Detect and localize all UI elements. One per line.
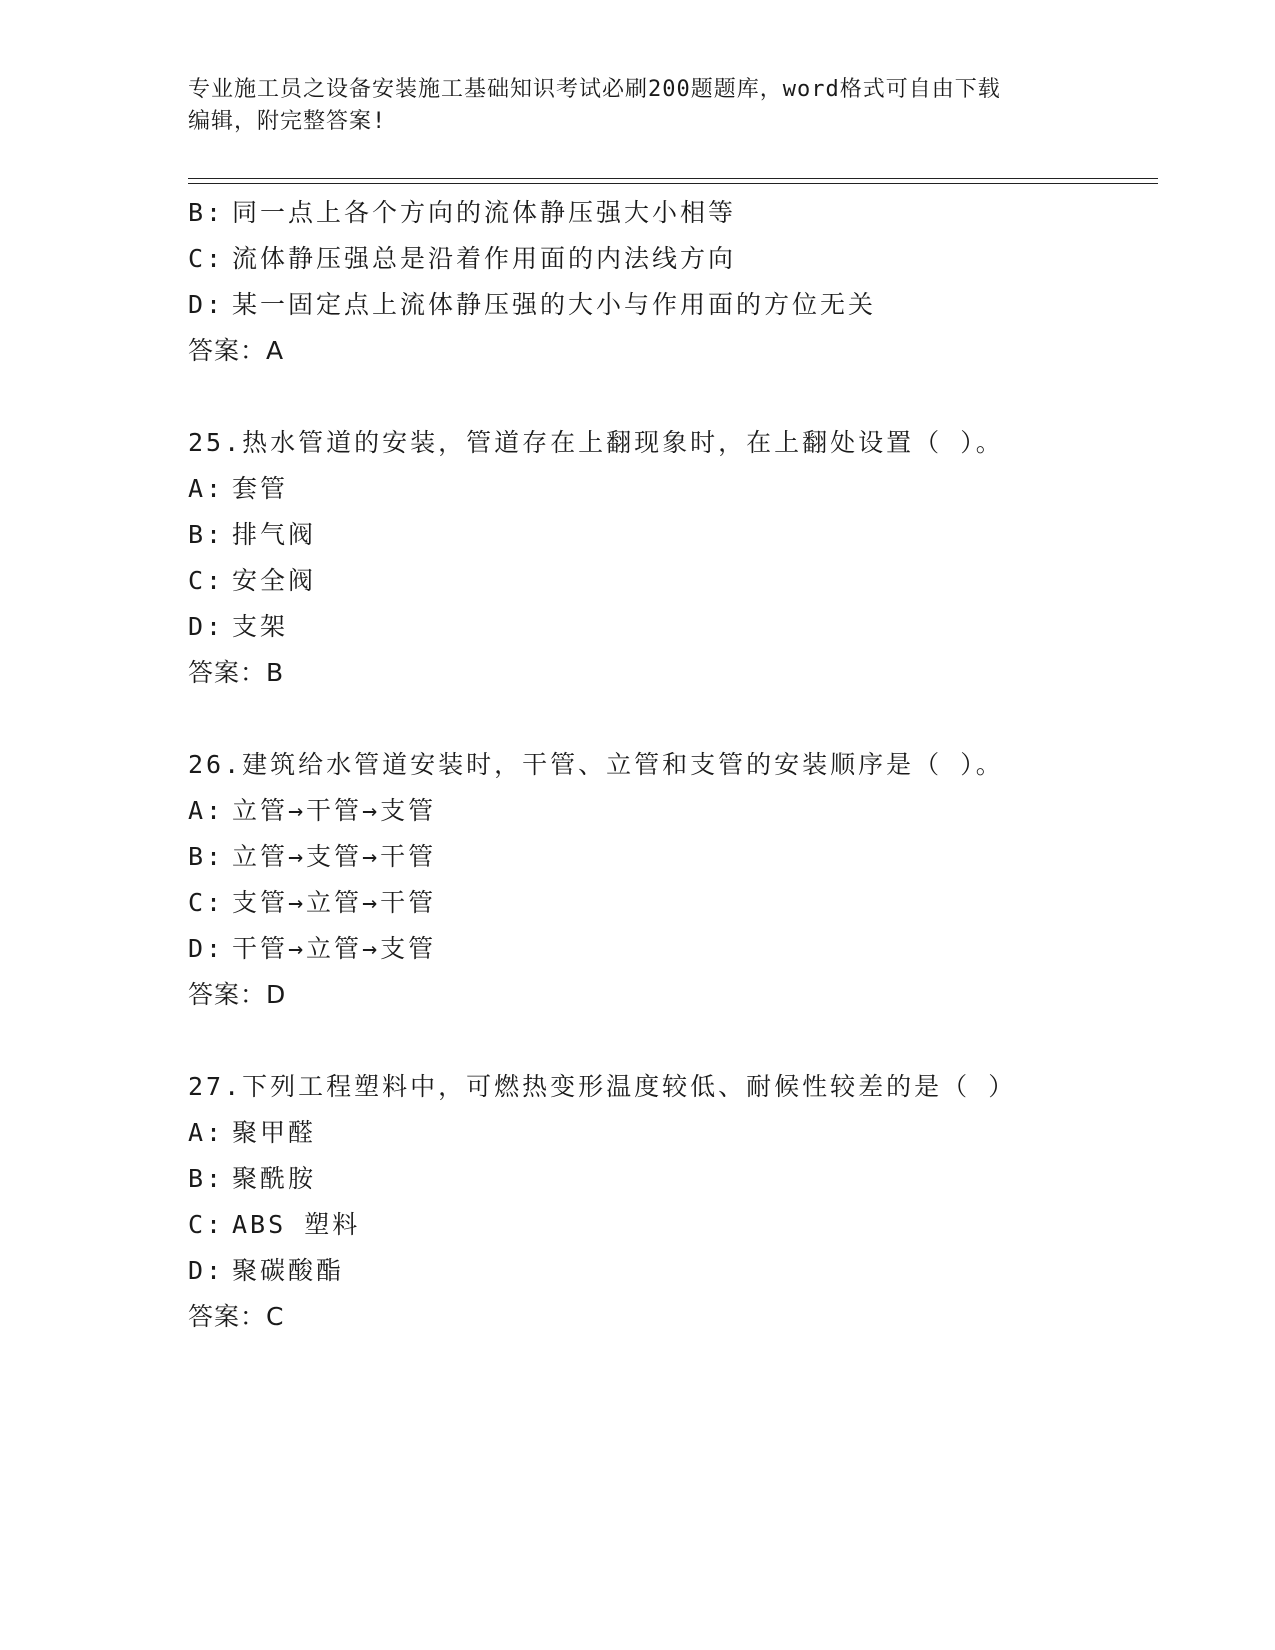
option-d [188, 926, 1148, 972]
option-label: A: [188, 796, 225, 825]
option-text: 某一固定点上流体静压强的大小与作用面的方位无关 [232, 290, 877, 319]
question-block-prev [188, 190, 1148, 374]
answer-line: 答案：A [188, 336, 285, 365]
option-text: 支架 [232, 612, 289, 641]
spacer [188, 374, 1148, 420]
option-text: 排气阀 [232, 520, 317, 549]
question-title: 27.下列工程塑料中，可燃热变形温度较低、耐候性较差的是（ ） [188, 1072, 1017, 1101]
option-label: D: [188, 1256, 225, 1285]
option-label: C: [188, 888, 225, 917]
option-label: C: [188, 566, 225, 595]
question-block-26 [188, 742, 1148, 1018]
option-b [188, 190, 1148, 236]
option-b [188, 1156, 1148, 1202]
answer-line: 答案：B [188, 658, 285, 687]
option-label: D: [188, 934, 225, 963]
spacer [188, 1018, 1148, 1064]
document-header [188, 74, 1078, 138]
option-text: 聚甲醛 [232, 1118, 317, 1147]
option-a [188, 788, 1148, 834]
option-label: C: [188, 244, 225, 273]
answer-line: 答案：D [188, 980, 287, 1009]
option-text: 立管→支管→干管 [232, 842, 437, 871]
answer-line: 答案：C [188, 1302, 285, 1331]
option-text: 流体静压强总是沿着作用面的内法线方向 [232, 244, 737, 273]
option-c [188, 236, 1148, 282]
header-divider-bottom [188, 183, 1158, 184]
option-c [188, 880, 1148, 926]
question-title: 25.热水管道的安装，管道存在上翻现象时，在上翻处设置（ ）。 [188, 428, 1004, 457]
question-title: 26.建筑给水管道安装时，干管、立管和支管的安装顺序是（ ）。 [188, 750, 1004, 779]
option-c [188, 1202, 1148, 1248]
option-d [188, 1248, 1148, 1294]
option-label: B: [188, 842, 225, 871]
option-label: D: [188, 612, 225, 641]
option-b [188, 512, 1148, 558]
option-a [188, 466, 1148, 512]
option-text: 同一点上各个方向的流体静压强大小相等 [232, 198, 737, 227]
option-text: 干管→立管→支管 [232, 934, 437, 963]
header-divider-top [188, 178, 1158, 179]
option-label: A: [188, 474, 225, 503]
option-label: B: [188, 1164, 225, 1193]
option-text: ABS 塑料 [232, 1210, 361, 1239]
option-text: 立管→干管→支管 [232, 796, 437, 825]
option-d [188, 604, 1148, 650]
question-block-25 [188, 420, 1148, 696]
option-text: 套管 [232, 474, 289, 503]
option-a [188, 1110, 1148, 1156]
option-text: 支管→立管→干管 [232, 888, 437, 917]
option-label: A: [188, 1118, 225, 1147]
header-title-line-1: 专业施工员之设备安装施工基础知识考试必刷200题题库，word格式可自由下载 [188, 77, 1001, 102]
option-d [188, 282, 1148, 328]
option-c [188, 558, 1148, 604]
option-text: 聚碳酸酯 [232, 1256, 345, 1285]
spacer [188, 696, 1148, 742]
question-block-27 [188, 1064, 1148, 1340]
question-content [188, 190, 1148, 1340]
option-label: D: [188, 290, 225, 319]
option-label: B: [188, 520, 225, 549]
option-text: 安全阀 [232, 566, 317, 595]
option-label: C: [188, 1210, 225, 1239]
option-b [188, 834, 1148, 880]
option-label: B: [188, 198, 225, 227]
header-title-line-2: 编辑，附完整答案! [188, 109, 387, 134]
option-text: 聚酰胺 [232, 1164, 317, 1193]
